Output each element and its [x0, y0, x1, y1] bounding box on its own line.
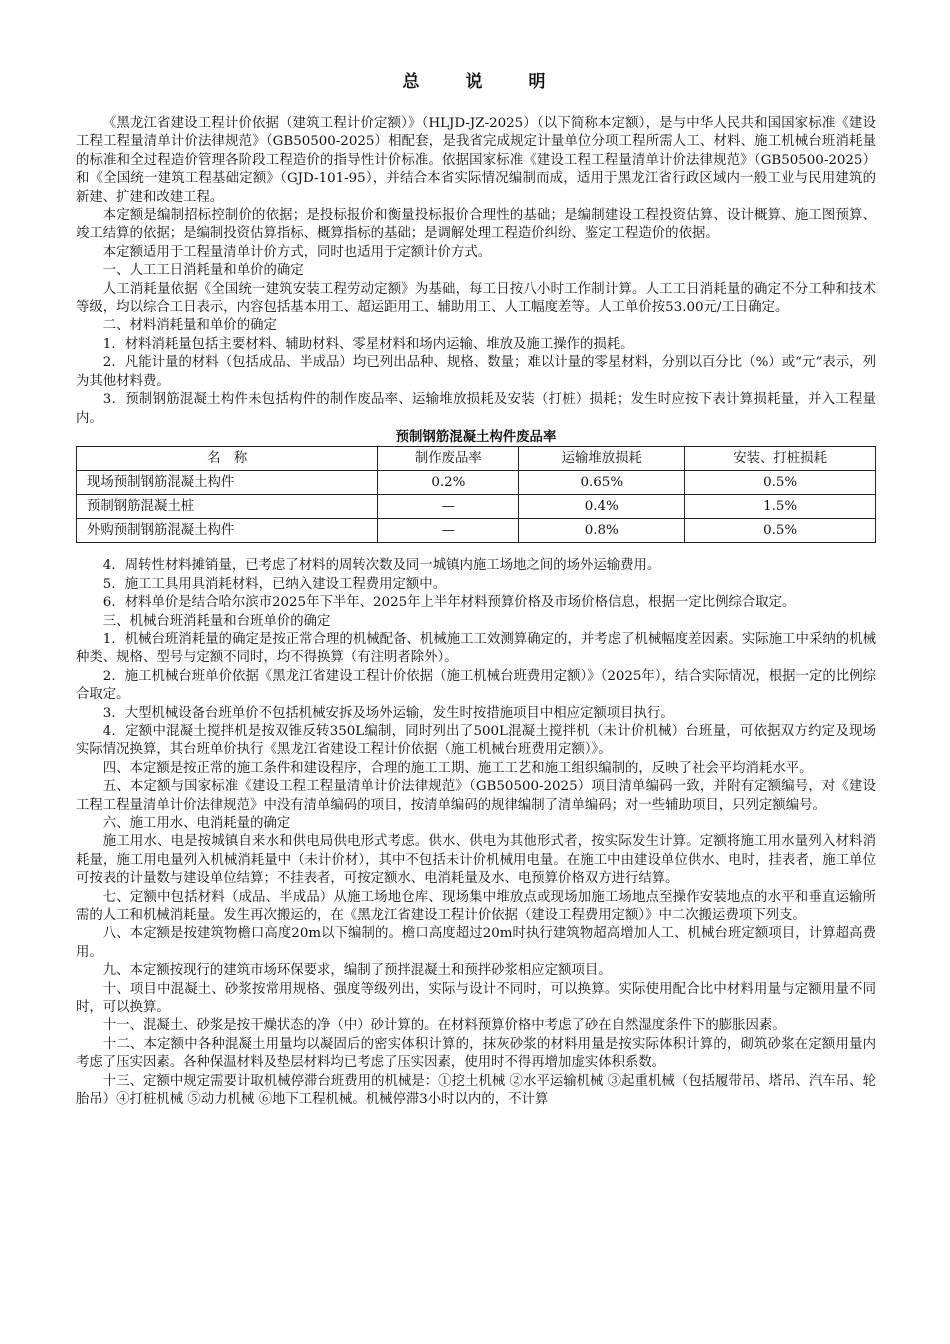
paragraph: 4．定额中混凝土搅拌机是按双锥反转350L编制，同时列出了500L混凝土搅拌机（未计价机械）台班量，可依据双方约定及现场实际情况换算，其台班单价执行《黑龙江省建设工程计价依据（施工机械台班费用定额）》。: [76, 723, 876, 758]
table-cell: 0.5%: [685, 519, 876, 543]
paragraph: 3．预制钢筋混凝土构件未包括构件的制作废品率、运输堆放损耗及安装（打桩）损耗；发生时应按下表计算损耗量，并入工程量内。: [76, 392, 876, 426]
title-char: 明: [528, 72, 548, 92]
table-cell: 现场预制钢筋混凝土构件: [77, 471, 378, 495]
intro-section: [76, 115, 876, 1110]
table-cell: 外购预制钢筋混凝土构件: [77, 519, 378, 543]
paragraph: 2．凡能计量的材料（包括成品、半成品）均已列出品种、规格、数量；难以计量的零星材料，分别以百分比（%）或“元”表示，列为其他材料费。: [76, 355, 876, 389]
table-cell: —: [378, 495, 519, 519]
table-cell: —: [378, 519, 519, 543]
table-header-cell: 运输堆放损耗: [519, 447, 685, 471]
table-cell: 0.2%: [378, 471, 519, 495]
table-cell: 0.5%: [685, 471, 876, 495]
table-row: [77, 471, 876, 495]
table-cell: 0.4%: [519, 495, 685, 519]
paragraph: 3．大型机械设备台班单价不包括机械安拆及场外运输，发生时按措施项目中相应定额项目执行。: [102, 705, 674, 721]
waste-rate-table: [76, 446, 876, 543]
paragraph: 十一、混凝土、砂浆是按干燥状态的净（中）砂计算的。在材料预算价格中考虑了砂在自然湿度条件下的膨胀因素。: [102, 1018, 786, 1034]
section-heading: 六、施工用水、电消耗量的确定: [102, 816, 291, 831]
paragraph: 1．机械台班消耗量的确定是按正常合理的机械配备、机械施工工效测算确定的，并考虑了机械幅度差因素。实际施工中采纳的机械种类、规格、型号与定额不同时，均不得换算（有注明者除外）。: [76, 631, 876, 666]
table-header-row: [77, 447, 876, 471]
paragraph: 七、定额中包括材料（成品、半成品）从施工场地仓库、现场集中堆放点或现场加施工场地点至操作安装地点的水平和垂直运输所需的人工和机械消耗量。发生再次搬运的，在《黑龙江省建设工程计价依据（建设工程费用定额）》中二次搬运费项下列支。: [76, 889, 876, 924]
paragraph: 施工用水、电是按城镇自来水和供电局供电形式考虑。供水、供电为其他形式者，按实际发生计算。定额将施工用水量列入材料消耗量，施工用电量列入机械消耗量中（未计价材），其中不包括未计价机械用电量。在施工中由建设单位供水、电时，挂表者，施工单位可按表的计量数与建设单位结算；不挂表者，可按定额水、电消耗量及水、电预算价格双方进行结算。: [76, 834, 876, 887]
table-header-cell: 安装、打桩损耗: [685, 447, 876, 471]
paragraph: 人工消耗量依据《全国统一建筑安装工程劳动定额》为基础，每工日按八小时工作制计算。人工工日消耗量的确定不分工种和技术等级，均以综合工日表示，内容包括基本用工、超运距用工、辅助用工、人工幅度差等。人工单价按53.00元/工日确定。: [76, 281, 876, 316]
table-cell: 预制钢筋混凝土桩: [77, 495, 378, 519]
paragraph: 4．周转性材料摊销量，已考虑了材料的周转次数及同一城镇内施工场地之间的场外运输费用。: [102, 558, 661, 574]
paragraph: 十三、定额中规定需要计取机械停滞台班费用的机械是：①挖土机械 ②水平运输机械 ③起重机械（包括履带吊、塔吊、汽车吊、轮胎吊）④打桩机械 ⑤动力机械 ⑥地下工程机械。机械停滞3小时以内的，不计算: [76, 1073, 876, 1108]
paragraph: 1．材料消耗量包括主要材料、辅助材料、零星材料和场内运输、堆放及施工操作的损耗。: [102, 336, 634, 352]
paragraph: 本定额适用于工程量清单计价方式，同时也适用于定额计价方式。: [102, 244, 492, 260]
paragraph: 九、本定额按现行的建筑市场环保要求，编制了预拌混凝土和预拌砂浆相应定额项目。: [102, 963, 612, 979]
section-heading: 一、人工工日消耗量和单价的确定: [102, 263, 304, 279]
paragraph: 十二、本定额中各种混凝土用量均以凝固后的密实体积计算的，抹灰砂浆的材料用量是按实际体积计算的，砌筑砂浆在定额用量内考虑了压实因素。各种保温材料及垫层材料均已考虑了压实因素，使用时不得再增加虚实体积系数。: [76, 1036, 876, 1071]
paragraph: 《黑龙江省建设工程计价依据（建筑工程计价定额）》（HLJD-JZ-2025）（以下简称本定额），是与中华人民共和国国家标准《建设工程工程量清单计价法律规范》（GB50500-2025）相配套，是我省完成规定计量单位分项工程所需人工、材料、施工机械台班消耗量的标准和全过程造价管理各阶段工程造价的指导性计价标准。依据国家标准《建设工程工程量清单计价法律规范》（GB50500-2025）和《全国统一建筑工程基础定额》（GJD-101-95），并结合本省实际情况编制而成，适用于黑龙江省行政区域内一般工业与民用建筑的新建、扩建和改建工程。: [76, 116, 876, 205]
page-title: [0, 73, 950, 91]
table-row: [77, 519, 876, 543]
table-header-cell: 名 称: [77, 447, 378, 471]
paragraph: 五、本定额与国家标准《建设工程工程量清单计价法律规范》（GB50500-2025）项目清单编码一致，并附有定额编号，对《建设工程工程量清单计价法律规范》中没有清单编码的项目，按清单编码的规律编制了清单编码；对一些辅助项目，只列定额编号。: [76, 779, 876, 813]
table-cell: 0.8%: [519, 519, 685, 543]
section-heading: 二、材料消耗量和单价的确定: [102, 318, 277, 334]
table-cell: 1.5%: [685, 495, 876, 519]
paragraph: 八、本定额是按建筑物檐口高度20m以下编制的。檐口高度超过20m时执行建筑物超高增加人工、机械台班定额项目，计算超高费用。: [76, 926, 876, 960]
table-row: [77, 495, 876, 519]
paragraph: 2．施工机械台班单价依据《黑龙江省建设工程计价依据（施工机械台班费用定额）》（2025年），结合实际情况，根据一定的比例综合取定。: [76, 668, 876, 703]
paragraph: 6．材料单价是结合哈尔滨市2025年下半年、2025年上半年材料预算价格及市场价格信息，根据一定比例综合取定。: [102, 595, 796, 611]
paragraph: 四、本定额是按正常的施工条件和建设程序，合理的施工工期、施工工艺和施工组织编制的，反映了社会平均消耗水平。: [102, 760, 813, 776]
title-char: 总: [402, 72, 422, 92]
title-char: 说: [465, 72, 485, 92]
table-header-cell: 制作废品率: [378, 447, 519, 471]
table-cell: 0.65%: [519, 471, 685, 495]
paragraph: 本定额是编制招标控制价的依据；是投标报价和衡量投标报价合理性的基础；是编制建设工程投资估算、设计概算、施工图预算、竣工结算的依据；是编制投资估算指标、概算指标的基础；是调解处理工程造价纠纷、鉴定工程造价的依据。: [76, 208, 876, 242]
paragraph: 十、项目中混凝土、砂浆按常用规格、强度等级列出，实际与设计不同时，可以换算。实际使用配合比中材料用量与定额用量不同时，可以换算。: [76, 981, 876, 1016]
paragraph: 5．施工工具用具消耗材料，已纳入建设工程费用定额中。: [102, 576, 447, 592]
table-title: 预制钢筋混凝土构件废品率: [395, 428, 557, 445]
section-heading: 三、机械台班消耗量和台班单价的确定: [102, 613, 331, 629]
